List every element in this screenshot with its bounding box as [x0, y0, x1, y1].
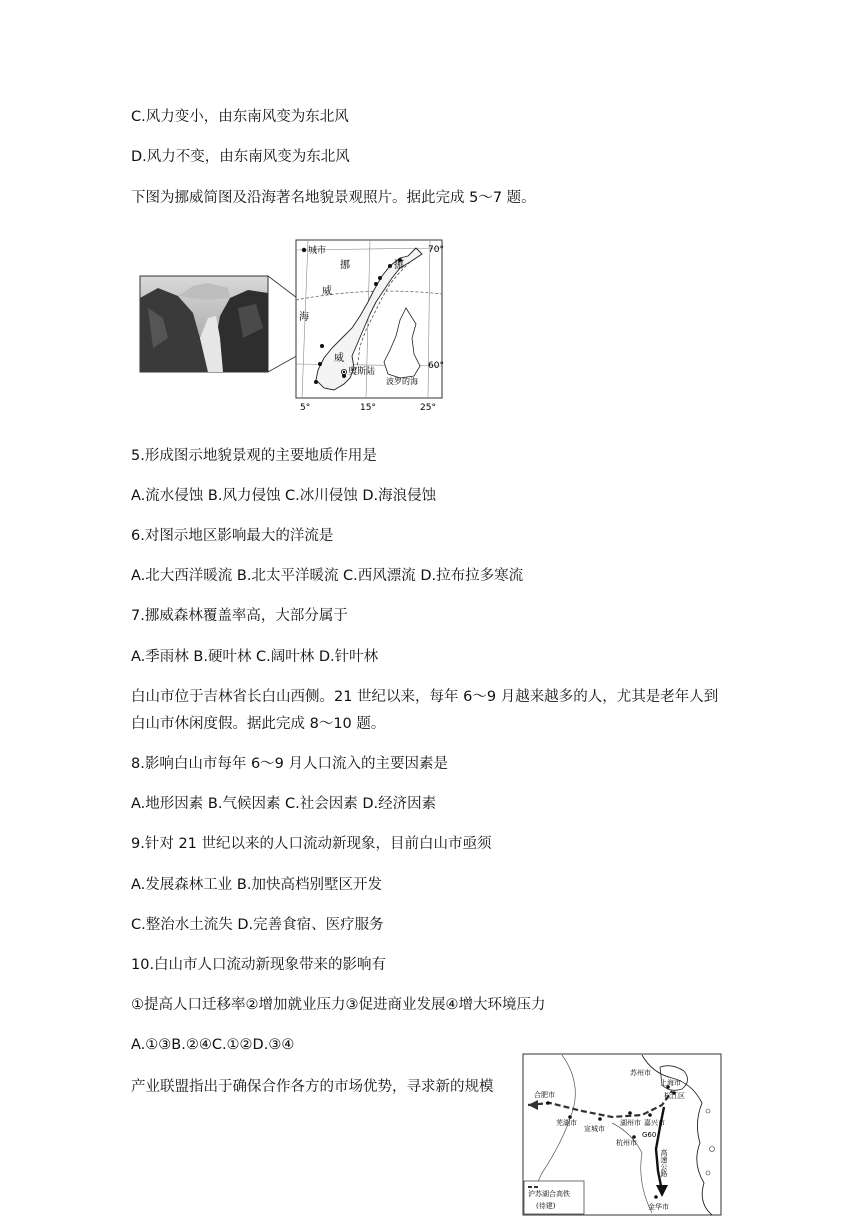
question-10-options: A.①③B.②④C.①②D.③④ — [131, 1037, 295, 1053]
sea-label-2: 威 — [322, 286, 332, 297]
fjord-photo — [140, 276, 268, 372]
lon-25-label: 25° — [420, 403, 436, 412]
question-4-option-d: D.风力不变，由东南风变为东北风 — [131, 149, 350, 165]
intro-questions-5-7: 下图为挪威简图及沿海著名地貌景观照片。据此完成 5～7 题。 — [131, 190, 536, 206]
jiaxing-label: 嘉兴市 — [644, 1119, 665, 1127]
country-label-2: 威 — [334, 353, 344, 364]
baltic-label: 波罗的海 — [386, 377, 418, 386]
question-10-items: ①提高人口迁移率②增加就业压力③促进商业发展④增大环境压力 — [131, 997, 546, 1013]
sea-label-3: 海 — [299, 312, 309, 323]
legend-railway-label: 沪苏湖合高铁 — [528, 1190, 570, 1198]
railway-map — [522, 1053, 722, 1216]
country-label-1: 挪 — [394, 260, 404, 271]
xuancheng-label: 宣城市 — [584, 1125, 605, 1133]
intro-questions-8-10-line1: 白山市位于吉林省长白山西侧。21 世纪以来，每年 6～9 月越来越多的人，尤其是老年人到 — [131, 689, 719, 705]
question-10: 10.白山市人口流动新现象带来的影响有 — [131, 957, 387, 973]
capital-label: 奥斯陆 — [348, 367, 376, 377]
lon-15-label: 15° — [360, 403, 376, 412]
legend-note-label: (待建) — [536, 1202, 556, 1210]
highway-label: 高速公路 — [660, 1149, 668, 1177]
hangzhou-label: 杭州市 — [616, 1139, 637, 1147]
intro-next-questions: 产业联盟指出于确保合作各方的市场优势，寻求新的规模 — [131, 1079, 494, 1095]
jinhua-label: 金华市 — [648, 1203, 669, 1211]
huzhou-label: 湖州市 — [620, 1119, 641, 1127]
lat-70-label: 70° — [428, 245, 444, 255]
question-8: 8.影响白山市每年 6～9 月人口流入的主要因素是 — [131, 756, 449, 772]
intro-questions-8-10-line2: 白山市休闲度假。据此完成 8～10 题。 — [131, 716, 386, 732]
question-5: 5.形成图示地貌景观的主要地质作用是 — [131, 448, 377, 464]
lat-60-label: 60° — [428, 361, 444, 371]
question-5-options: A.流水侵蚀 B.风力侵蚀 C.冰川侵蚀 D.海浪侵蚀 — [131, 488, 437, 504]
question-9: 9.针对 21 世纪以来的人口流动新现象，目前白山市亟须 — [131, 836, 492, 852]
suzhou-label: 苏州市 — [630, 1069, 651, 1077]
wuhu-label: 芜湖市 — [556, 1119, 577, 1127]
lon-5-label: 5° — [300, 403, 311, 412]
question-4-option-c: C.风力变小，由东南风变为东北风 — [131, 109, 349, 125]
norway-figure — [138, 238, 446, 412]
question-7-options: A.季雨林 B.硬叶林 C.阔叶林 D.针叶林 — [131, 649, 379, 665]
legend-city-label: 城市 — [308, 246, 327, 256]
songjiang-label: 松江区 — [664, 1092, 685, 1100]
g60-label: G60 — [642, 1131, 657, 1139]
hefei-label: 合肥市 — [534, 1091, 555, 1099]
norway-map — [296, 240, 444, 412]
shanghai-label: 上海市 — [660, 1079, 681, 1087]
question-7: 7.挪威森林覆盖率高，大部分属于 — [131, 608, 348, 624]
question-9-options-ab: A.发展森林工业 B.加快高档别墅区开发 — [131, 877, 382, 893]
question-6-options: A.北大西洋暖流 B.北太平洋暖流 C.西风漂流 D.拉布拉多寒流 — [131, 568, 524, 584]
sea-label-1: 挪 — [340, 260, 350, 271]
question-8-options: A.地形因素 B.气候因素 C.社会因素 D.经济因素 — [131, 796, 437, 812]
question-6: 6.对图示地区影响最大的洋流是 — [131, 528, 334, 544]
question-9-options-cd: C.整治水土流失 D.完善食宿、医疗服务 — [131, 917, 384, 933]
